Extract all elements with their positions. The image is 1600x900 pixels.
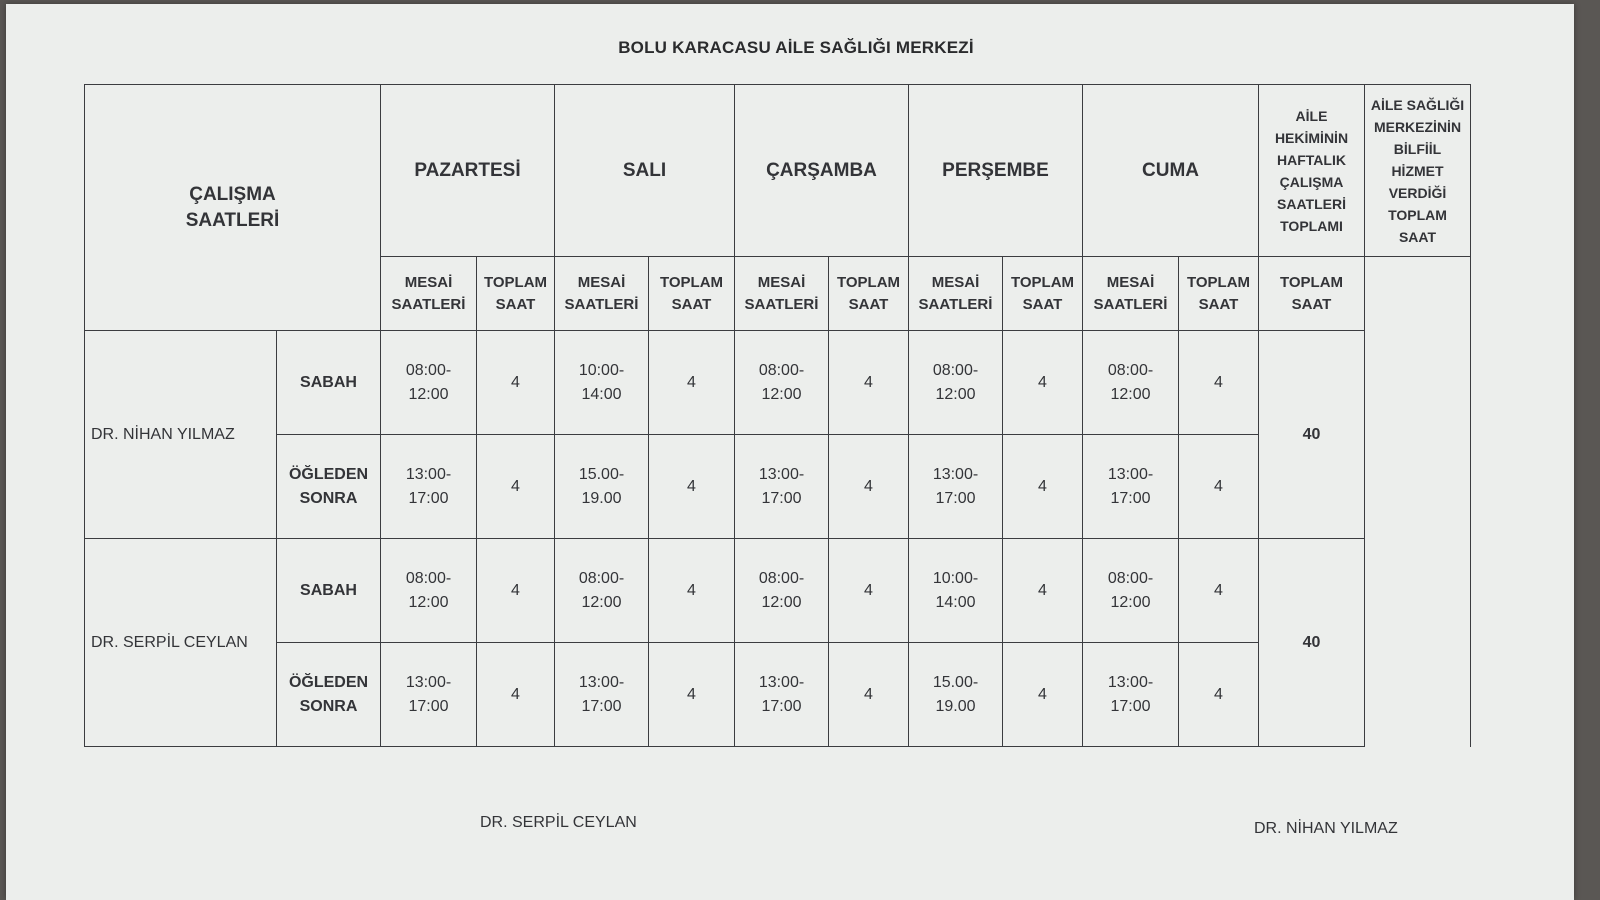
day-header: ÇARŞAMBA [735,85,909,257]
shift-hours-line: 14:00 [581,385,622,403]
weekly-total-header-line: HAFTALIK [1277,151,1346,168]
signature-right: DR. NİHAN YILMAZ [1254,820,1398,837]
sub-header-total-line: TOPLAM [1010,273,1075,291]
shift-hours [555,331,649,435]
shift-hours-line: 17:00 [408,697,449,715]
shift-total: 4 [1179,435,1259,539]
sub-header-total [1003,257,1083,331]
shift-hours [735,643,829,747]
document-page [6,4,1574,900]
center-total-header-line: VERDİĞİ [1388,184,1447,201]
shift-total: 4 [477,539,555,643]
shift-hours [735,539,829,643]
shift-hours-line: 10:00- [578,361,625,379]
sub-header-hours-line: SAATLERİ [564,295,639,313]
shift-hours [909,539,1003,643]
shift-total: 4 [1003,331,1083,435]
shift-hours-line: 17:00 [1110,697,1151,715]
sub-header-weekly-total-line: TOPLAM [1279,273,1344,291]
shift-hours-line: 17:00 [581,697,622,715]
shift-hours-line: 12:00 [1110,385,1151,403]
shift-total: 4 [649,331,735,435]
center-total-header-line: AİLE SAĞLIĞI [1370,96,1465,113]
corner-header-line: ÇALIŞMA [189,183,276,205]
shift-total: 4 [1003,435,1083,539]
sub-header-hours-line: SAATLERİ [391,295,466,313]
shift-total: 4 [477,643,555,747]
shift-hours-line: 13:00- [1107,465,1154,483]
shift-total: 4 [1003,643,1083,747]
shift-hours [909,331,1003,435]
sub-header-hours-line: MESAİ [404,273,453,291]
header-row-days [85,85,1471,257]
shift-total: 4 [1003,539,1083,643]
shift-hours-line: 08:00- [405,361,452,379]
day-header: PERŞEMBE [909,85,1083,257]
shift-hours-line: 15.00- [578,465,625,483]
center-total-header-line: TOPLAM [1388,206,1447,223]
shift-hours-line: 17:00 [761,489,802,507]
shift-total: 4 [477,435,555,539]
shift-hours-line: 19.00 [935,697,976,715]
center-total-header-line: HİZMET [1391,162,1444,179]
corner-header-line: SAATLERİ [185,209,280,231]
center-total-empty [1365,539,1471,747]
shift-hours-line: 12:00 [408,385,449,403]
sub-header-total-line: SAAT [495,295,536,313]
shift-hours-line: 08:00- [758,361,805,379]
weekly-total: 40 [1259,331,1365,539]
shift-hours [555,435,649,539]
shift-hours-line: 17:00 [408,489,449,507]
shift-hours-line: 13:00- [578,673,625,691]
shift-hours-line: 13:00- [932,465,979,483]
shift-period [277,643,381,747]
weekly-total: 40 [1259,539,1365,747]
shift-total: 4 [829,435,909,539]
shift-total: 4 [1179,643,1259,747]
shift-hours-line: 08:00- [578,569,625,587]
day-header: PAZARTESİ [381,85,555,257]
shift-total: 4 [477,331,555,435]
center-total-header-line: MERKEZİNİN [1373,118,1462,135]
shift-hours-line: 14:00 [935,593,976,611]
schedule-table [84,84,1471,747]
shift-period-line: ÖĞLEDEN [288,673,369,691]
shift-total: 4 [649,539,735,643]
sub-header-hours [381,257,477,331]
shift-total: 4 [649,435,735,539]
shift-hours-line: 08:00- [932,361,979,379]
sub-header-total [829,257,909,331]
shift-hours-line: 08:00- [1107,569,1154,587]
center-total-header [1365,85,1471,257]
shift-hours-line: 08:00- [1107,361,1154,379]
shift-hours-line: 17:00 [761,697,802,715]
shift-total: 4 [829,539,909,643]
shift-hours-line: 12:00 [761,385,802,403]
shift-total: 4 [829,331,909,435]
day-header: CUMA [1083,85,1259,257]
shift-period-line: SONRA [299,489,358,507]
shift-hours-line: 10:00- [932,569,979,587]
sub-header-total-line: SAAT [671,295,712,313]
shift-hours-line: 17:00 [1110,489,1151,507]
sub-header-total [649,257,735,331]
table-row [85,331,1471,435]
sub-header-hours-line: MESAİ [577,273,626,291]
sub-header-hours [735,257,829,331]
shift-hours-line: 12:00 [1110,593,1151,611]
sub-header-total-line: TOPLAM [1186,273,1251,291]
weekly-total-header-line: HEKİMİNİN [1274,129,1349,146]
weekly-total-header [1259,85,1365,257]
day-header: SALI [555,85,735,257]
sub-header-total-line: SAAT [1198,295,1239,313]
shift-hours-line: 12:00 [935,385,976,403]
shift-period [277,539,381,643]
sub-header-total-line: TOPLAM [483,273,548,291]
center-total-column [1365,257,1471,331]
sub-header-hours [555,257,649,331]
shift-hours [735,435,829,539]
center-total-empty [1365,331,1471,539]
shift-hours-line: 08:00- [758,569,805,587]
shift-total: 4 [829,643,909,747]
shift-hours-line: 17:00 [935,489,976,507]
sub-header-weekly-total-line: SAAT [1291,295,1332,313]
sub-header-hours-line: MESAİ [1106,273,1155,291]
shift-hours [555,539,649,643]
doctor-name: DR. NİHAN YILMAZ [85,331,277,539]
shift-hours [381,539,477,643]
sub-header-hours-line: SAATLERİ [744,295,819,313]
sub-header-total-line: TOPLAM [836,273,901,291]
weekly-total-header-line: ÇALIŞMA [1279,173,1344,190]
weekly-total-header-line: TOPLAMI [1280,217,1343,234]
shift-hours-line: 15.00- [932,673,979,691]
sub-header-total-line: SAAT [1022,295,1063,313]
shift-hours-line: 13:00- [405,673,452,691]
shift-hours-line: 13:00- [405,465,452,483]
shift-period [277,331,381,435]
shift-period-line: ÖĞLEDEN [288,465,369,483]
shift-hours-line: 19.00 [581,489,622,507]
sub-header-total [1179,257,1259,331]
sub-header-total [477,257,555,331]
shift-total: 4 [649,643,735,747]
shift-hours-line: 13:00- [1107,673,1154,691]
shift-period-line: SONRA [299,697,358,715]
shift-hours-line: 13:00- [758,673,805,691]
shift-period [277,435,381,539]
shift-hours [381,331,477,435]
shift-hours [1083,539,1179,643]
table-row [85,539,1471,643]
shift-period-line: SABAH [300,581,357,599]
shift-hours [909,435,1003,539]
shift-hours [381,435,477,539]
sub-header-hours-line: SAATLERİ [1093,295,1168,313]
doctor-name: DR. SERPİL CEYLAN [85,539,277,747]
shift-hours [1083,643,1179,747]
corner-header [85,85,381,331]
sub-header-hours [1083,257,1179,331]
sub-header-hours [909,257,1003,331]
center-total-header-line: SAAT [1398,228,1437,245]
shift-period-line: SABAH [300,373,357,391]
document-title: BOLU KARACASU AİLE SAĞLIĞI MERKEZİ [618,38,974,57]
shift-hours [1083,331,1179,435]
shift-total: 4 [1179,331,1259,435]
shift-hours-line: 08:00- [405,569,452,587]
shift-total: 4 [1179,539,1259,643]
shift-hours [381,643,477,747]
sub-header-total-line: SAAT [848,295,889,313]
weekly-total-header-line: SAATLERİ [1277,195,1346,212]
shift-hours-line: 13:00- [758,465,805,483]
sub-header-hours-line: SAATLERİ [918,295,993,313]
shift-hours [735,331,829,435]
sub-header-hours-line: MESAİ [931,273,980,291]
shift-hours [1083,435,1179,539]
sub-header-hours-line: MESAİ [757,273,806,291]
center-total-header-line: BİLFİİL [1393,140,1442,157]
sub-header-weekly-total [1259,257,1365,331]
signature-left: DR. SERPİL CEYLAN [480,814,637,831]
weekly-total-header-line: AİLE [1295,107,1328,124]
sub-header-total-line: TOPLAM [659,273,724,291]
shift-hours-line: 12:00 [761,593,802,611]
shift-hours-line: 12:00 [408,593,449,611]
shift-hours-line: 12:00 [581,593,622,611]
shift-hours [555,643,649,747]
shift-hours [909,643,1003,747]
